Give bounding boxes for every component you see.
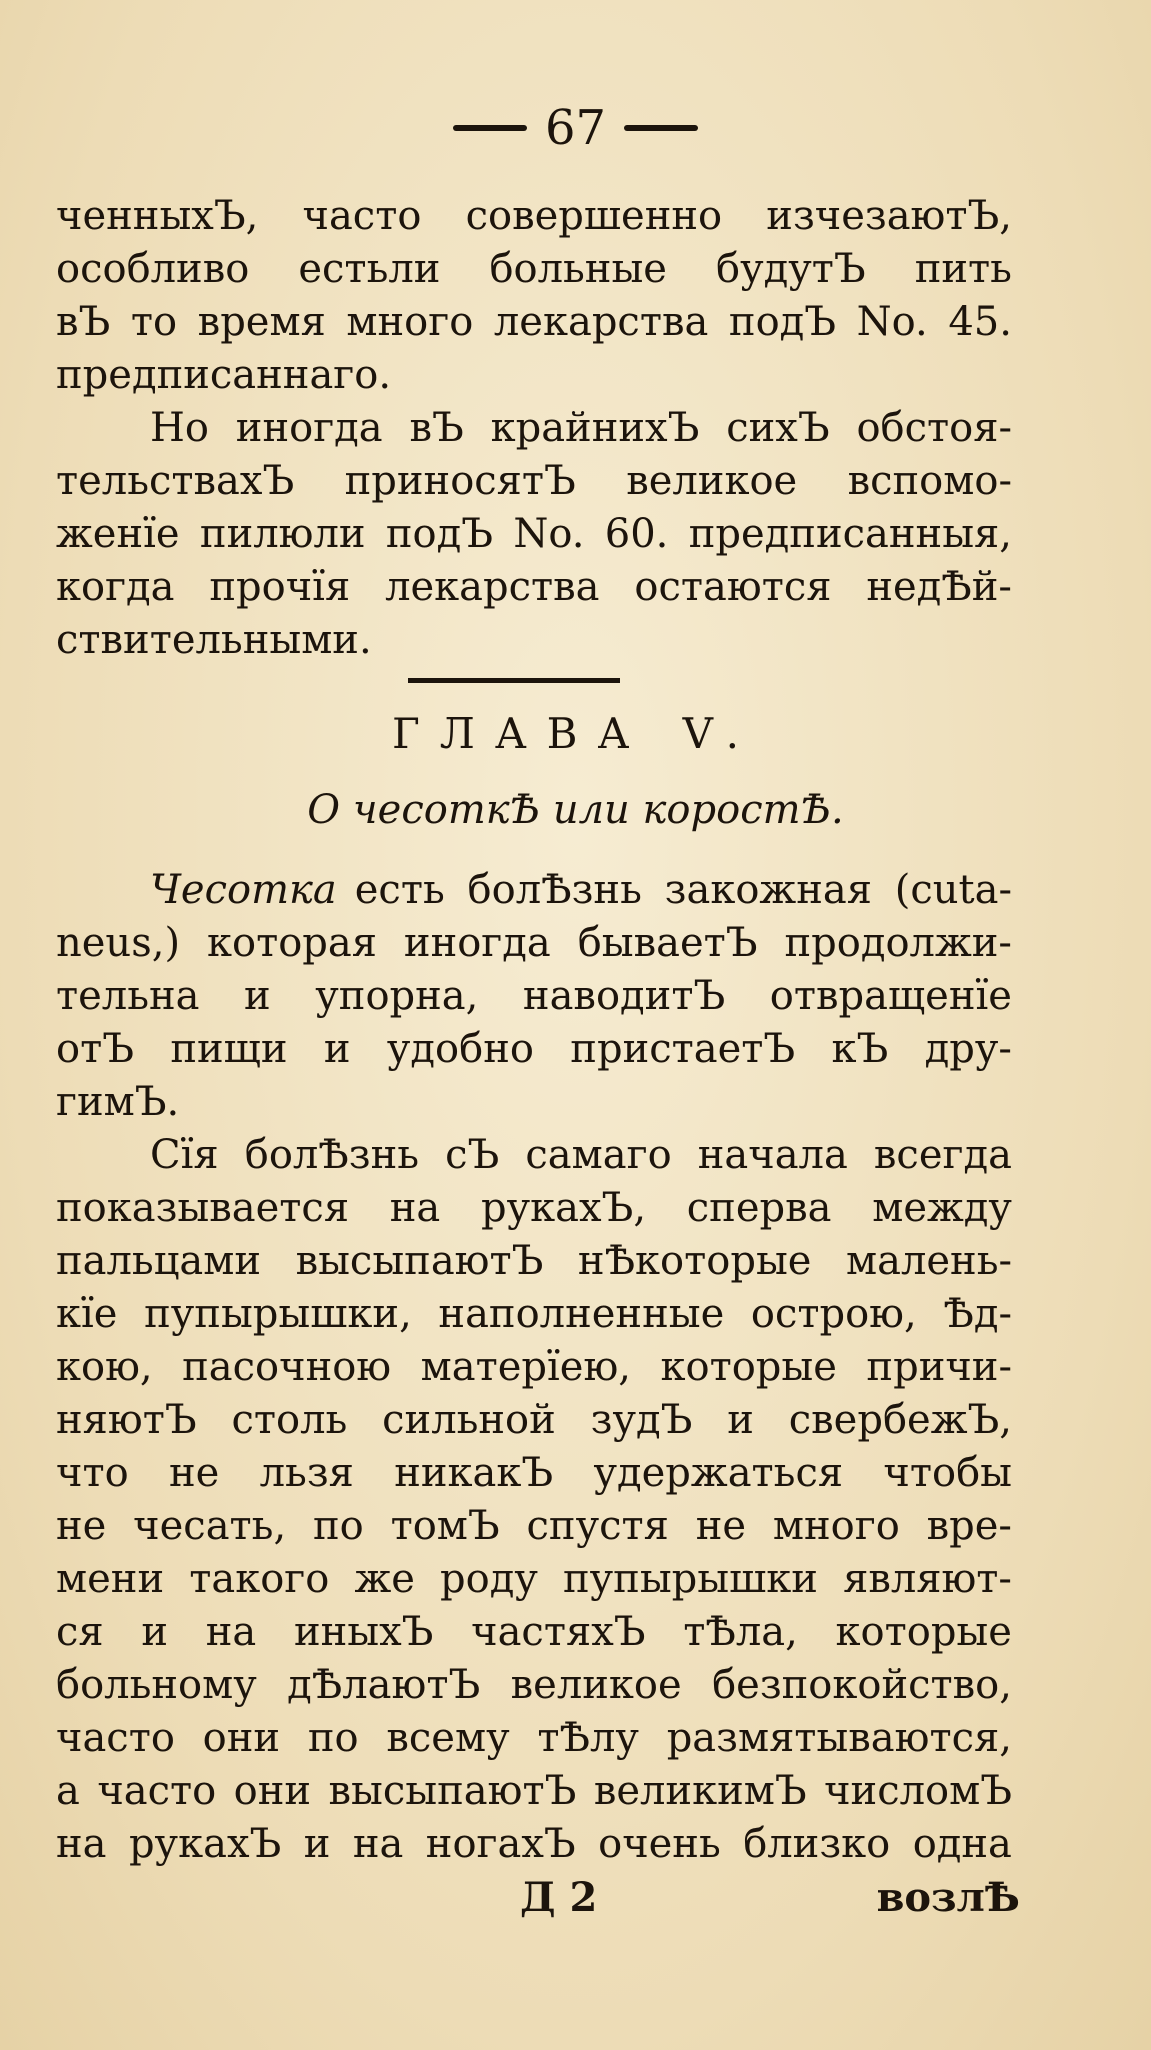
page-number: 67 [544,100,607,156]
text-line-first [150,864,1012,917]
text-line: вЪ то время много лекарства подЪ No. 45. [56,299,1012,345]
text-line: гимЪ. [56,1079,180,1125]
text-line: предписаннаго. [56,352,392,398]
text-line: женїе пилюли подЪ No. 60. предписанныя, [56,511,1012,557]
text-line: няютЪ столь сильной зудЪ и свербежЪ, [56,1397,1012,1443]
text-line: ся и на иныхЪ частяхЪ тѢла, которые [56,1609,1012,1655]
text-line: Но иногда вЪ крайнихЪ сихЪ обстоя- [150,405,1012,451]
text-line: кою, пасочною матерїею, которые причи- [56,1344,1012,1390]
text-line: отЪ пищи и удобно пристаетЪ кЪ дру- [56,1026,1012,1072]
section-divider [408,678,620,683]
text-line: когда прочїя лекарства остаются недѢй- [56,564,1012,610]
chapter-heading: ГЛАВА V. [391,709,760,758]
lead-word: Чесотка [150,867,337,913]
text-line: ченныхЪ, часто совершенно изчезаютЪ, [56,193,1012,239]
text-line: не чесать, по томЪ спустя не много вре- [56,1503,1012,1549]
text-line: кїе пупырышки, наполненные острою, Ѣд- [56,1291,1012,1337]
text-line: часто они по всему тѢлу размятываются, [56,1715,1012,1761]
text-line-rest: есть болѢзнь закожная (cuta- [354,867,1012,913]
text-line: Сїя болѢзнь сЪ самаго начала всегда [150,1132,1012,1178]
signature-mark: Д 2 [520,1874,598,1921]
text-line: больному дѢлаютЪ великое безпокойство, [56,1662,1012,1708]
text-line: показывается на рукахЪ, сперва между [56,1185,1012,1231]
text-line: тельна и упорна, наводитЪ отвращенїе [56,973,1012,1019]
catchword: возлѢ [876,1874,1020,1921]
text-line: что не льзя никакЪ удержаться чтобы [56,1450,1012,1496]
text-line: тельствахЪ приносятЪ великое вспомо- [56,458,1012,504]
text-line: на рукахЪ и на ногахЪ очень близко одна [56,1821,1012,1867]
catchline [520,1871,1020,1924]
text-line: ствительными. [56,617,372,663]
text-line: пальцами высыпаютЪ нѢкоторые малень- [56,1238,1012,1284]
text-line: а часто они высыпаютЪ великимЪ числомЪ [56,1768,1012,1814]
chapter-subtitle: О чесоткѢ или коростѢ. [307,787,844,833]
header-dash-left [453,125,527,131]
text-line: особливо естьли больные будутЪ пить [56,246,1012,292]
page-header [0,100,1151,156]
text-line: мени такого же роду пупырышки являют- [56,1556,1012,1602]
text-line: neus,) которая иногда бываетЪ продолжи- [56,920,1012,966]
header-dash-right [624,125,698,131]
